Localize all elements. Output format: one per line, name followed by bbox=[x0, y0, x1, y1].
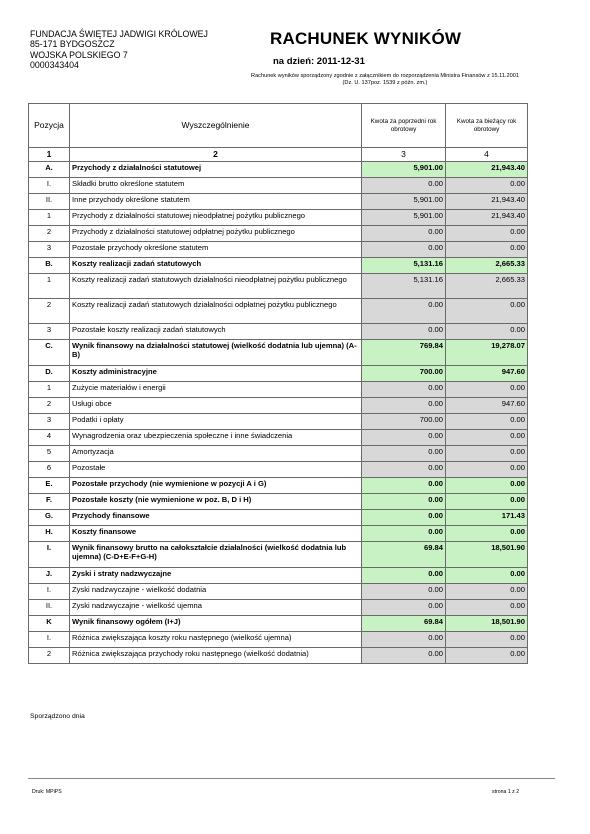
row-description: Amortyzacja bbox=[70, 446, 362, 462]
row-position: E. bbox=[29, 478, 70, 494]
row-previous-amount: 0.00 bbox=[362, 462, 446, 478]
row-previous-amount: 5,901.00 bbox=[362, 162, 446, 178]
table-row bbox=[29, 616, 528, 632]
row-current-amount: 18,501.90 bbox=[446, 542, 528, 568]
header-position: Pozycja bbox=[29, 104, 70, 148]
org-address-line-2: WOJSKA POLSKIEGO 7 bbox=[30, 49, 128, 60]
row-previous-amount: 0.00 bbox=[362, 398, 446, 414]
column-number: 3 bbox=[362, 148, 446, 162]
org-name: FUNDACJA ŚWIĘTEJ JADWIGI KRÓLOWEJ bbox=[30, 29, 208, 39]
row-position: 2 bbox=[29, 226, 70, 242]
row-description: Pozostałe bbox=[70, 462, 362, 478]
row-position: B. bbox=[29, 258, 70, 274]
row-description: Zyski nadzwyczajne - wielkość dodatnia bbox=[70, 584, 362, 600]
row-current-amount: 0.00 bbox=[446, 494, 528, 510]
row-current-amount: 0.00 bbox=[446, 242, 528, 258]
row-position: C. bbox=[29, 340, 70, 366]
row-current-amount: 0.00 bbox=[446, 462, 528, 478]
row-position: II. bbox=[29, 194, 70, 210]
row-description: Przychody z działalności statutowej bbox=[70, 162, 362, 178]
header-description: Wyszczególnienie bbox=[70, 104, 362, 148]
row-previous-amount: 0.00 bbox=[362, 526, 446, 542]
row-position: 5 bbox=[29, 446, 70, 462]
row-description: Różnica zwiększająca koszty roku następnego (wielkość ujemna) bbox=[70, 632, 362, 648]
row-description: Wynagrodzenia oraz ubezpieczenia społeczne i inne świadczenia bbox=[70, 430, 362, 446]
row-current-amount: 0.00 bbox=[446, 478, 528, 494]
row-current-amount: 0.00 bbox=[446, 430, 528, 446]
row-previous-amount: 5,131.16 bbox=[362, 274, 446, 299]
row-position: 4 bbox=[29, 430, 70, 446]
table-row bbox=[29, 398, 528, 414]
row-position: H. bbox=[29, 526, 70, 542]
row-description: Zyski nadzwyczajne - wielkość ujemna bbox=[70, 600, 362, 616]
row-position: D. bbox=[29, 366, 70, 382]
table-row bbox=[29, 324, 528, 340]
row-current-amount: 0.00 bbox=[446, 414, 528, 430]
row-description: Różnica zwiększająca przychody roku następnego (wielkość dodatnia) bbox=[70, 648, 362, 664]
row-current-amount: 0.00 bbox=[446, 648, 528, 664]
organization-block bbox=[30, 29, 208, 71]
row-current-amount: 21,943.40 bbox=[446, 194, 528, 210]
table-row bbox=[29, 274, 528, 299]
row-position: 3 bbox=[29, 324, 70, 340]
row-description: Przychody z działalności statutowej nieodpłatnej pożytku publicznego bbox=[70, 210, 362, 226]
row-description: Koszty realizacji zadań statutowych działalności odpłatnej pożytku publicznego bbox=[70, 299, 362, 324]
row-current-amount: 0.00 bbox=[446, 568, 528, 584]
row-position: 2 bbox=[29, 299, 70, 324]
table-row bbox=[29, 242, 528, 258]
row-previous-amount: 0.00 bbox=[362, 430, 446, 446]
row-description: Koszty finansowe bbox=[70, 526, 362, 542]
row-position: F. bbox=[29, 494, 70, 510]
row-description: Pozostałe przychody (nie wymienione w pozycji A i G) bbox=[70, 478, 362, 494]
row-description: Wynik finansowy ogółem (I+J) bbox=[70, 616, 362, 632]
row-previous-amount: 0.00 bbox=[362, 568, 446, 584]
table-row bbox=[29, 430, 528, 446]
table-row bbox=[29, 226, 528, 242]
column-number: 4 bbox=[446, 148, 528, 162]
report-date: na dzień: 2011-12-31 bbox=[273, 56, 365, 67]
row-description: Pozostałe koszty (nie wymienione w poz. B, D i H) bbox=[70, 494, 362, 510]
table-row bbox=[29, 178, 528, 194]
table-row bbox=[29, 210, 528, 226]
org-address-line-1: 85-171 BYDGOSZCZ bbox=[30, 39, 115, 50]
row-position: I. bbox=[29, 542, 70, 568]
row-position: 2 bbox=[29, 648, 70, 664]
table-row bbox=[29, 366, 528, 382]
table-row bbox=[29, 478, 528, 494]
table-row bbox=[29, 414, 528, 430]
table-row bbox=[29, 258, 528, 274]
row-previous-amount: 5,901.00 bbox=[362, 194, 446, 210]
row-previous-amount: 0.00 bbox=[362, 178, 446, 194]
table-row bbox=[29, 510, 528, 526]
row-position: 3 bbox=[29, 414, 70, 430]
row-position: G. bbox=[29, 510, 70, 526]
row-previous-amount: 0.00 bbox=[362, 324, 446, 340]
row-current-amount: 0.00 bbox=[446, 324, 528, 340]
header-previous-year: Kwota za poprzedni rok obrotowy bbox=[362, 104, 446, 148]
table-row bbox=[29, 462, 528, 478]
row-description: Koszty realizacji zadań statutowych bbox=[70, 258, 362, 274]
table-row bbox=[29, 600, 528, 616]
row-current-amount: 0.00 bbox=[446, 226, 528, 242]
table-row bbox=[29, 340, 528, 366]
row-current-amount: 0.00 bbox=[446, 632, 528, 648]
table-row bbox=[29, 162, 528, 178]
row-position: II. bbox=[29, 600, 70, 616]
table-row bbox=[29, 494, 528, 510]
row-previous-amount: 700.00 bbox=[362, 366, 446, 382]
row-current-amount: 2,665.33 bbox=[446, 274, 528, 299]
table-row bbox=[29, 542, 528, 568]
row-description: Podatki i opłaty bbox=[70, 414, 362, 430]
row-previous-amount: 0.00 bbox=[362, 648, 446, 664]
row-current-amount: 21,943.40 bbox=[446, 210, 528, 226]
row-position: 6 bbox=[29, 462, 70, 478]
row-current-amount: 0.00 bbox=[446, 299, 528, 324]
row-current-amount: 0.00 bbox=[446, 526, 528, 542]
row-previous-amount: 69.84 bbox=[362, 616, 446, 632]
row-description: Koszty administracyjne bbox=[70, 366, 362, 382]
row-description: Pozostałe koszty realizacji zadań statutowych bbox=[70, 324, 362, 340]
footer-page-number: strona 1 z 2 bbox=[492, 789, 520, 795]
row-position: 1 bbox=[29, 382, 70, 398]
row-current-amount: 0.00 bbox=[446, 446, 528, 462]
row-description: Przychody z działalności statutowej odpłatnej pożytku publicznego bbox=[70, 226, 362, 242]
row-previous-amount: 5,131.16 bbox=[362, 258, 446, 274]
row-current-amount: 0.00 bbox=[446, 382, 528, 398]
footer-divider bbox=[28, 778, 555, 779]
row-previous-amount: 0.00 bbox=[362, 242, 446, 258]
table-row bbox=[29, 194, 528, 210]
row-current-amount: 0.00 bbox=[446, 584, 528, 600]
row-previous-amount: 0.00 bbox=[362, 494, 446, 510]
row-current-amount: 2,665.33 bbox=[446, 258, 528, 274]
row-previous-amount: 69.84 bbox=[362, 542, 446, 568]
row-position: 1 bbox=[29, 274, 70, 299]
column-number-row bbox=[29, 148, 528, 162]
row-current-amount: 0.00 bbox=[446, 178, 528, 194]
row-description: Pozostałe przychody określone statutem bbox=[70, 242, 362, 258]
row-current-amount: 947.60 bbox=[446, 366, 528, 382]
table-row bbox=[29, 526, 528, 542]
row-position: I. bbox=[29, 178, 70, 194]
row-description: Usługi obce bbox=[70, 398, 362, 414]
row-current-amount: 171.43 bbox=[446, 510, 528, 526]
row-position: J. bbox=[29, 568, 70, 584]
header-current-year: Kwota za bieżący rok obrotowy bbox=[446, 104, 528, 148]
table-row bbox=[29, 382, 528, 398]
table-row bbox=[29, 584, 528, 600]
row-description: Koszty realizacji zadań statutowych działalności nieodpłatnej pożytku publicznego bbox=[70, 274, 362, 299]
row-position: I. bbox=[29, 584, 70, 600]
row-previous-amount: 0.00 bbox=[362, 584, 446, 600]
row-description: Składki brutto określone statutem bbox=[70, 178, 362, 194]
table-header-row bbox=[29, 104, 528, 148]
row-position: I. bbox=[29, 632, 70, 648]
row-description: Wynik finansowy brutto na całokształcie działalności (wielkość dodatnia lub ujemna) (C-D+E-F+G-H) bbox=[70, 542, 362, 568]
row-previous-amount: 0.00 bbox=[362, 632, 446, 648]
row-previous-amount: 0.00 bbox=[362, 226, 446, 242]
row-previous-amount: 0.00 bbox=[362, 478, 446, 494]
row-description: Inne przychody określone statutem bbox=[70, 194, 362, 210]
footer-print-source: Druk: MPiPS bbox=[32, 789, 62, 795]
row-description: Zużycie materiałów i energii bbox=[70, 382, 362, 398]
row-previous-amount: 0.00 bbox=[362, 510, 446, 526]
table-row bbox=[29, 568, 528, 584]
legal-note: Rachunek wyników sporządzony zgodnie z załącznikiem do rozporządzenia Ministra Finansów z 15.11.2001 (Dz. U. 137poz. 1539 z późn. zm.) bbox=[251, 73, 519, 87]
row-position: 3 bbox=[29, 242, 70, 258]
row-previous-amount: 0.00 bbox=[362, 446, 446, 462]
row-description: Wynik finansowy na działalności statutowej (wielkość dodatnia lub ujemna) (A-B) bbox=[70, 340, 362, 366]
row-previous-amount: 0.00 bbox=[362, 382, 446, 398]
org-id: 0000343404 bbox=[30, 60, 79, 71]
column-number: 2 bbox=[70, 148, 362, 162]
row-previous-amount: 5,901.00 bbox=[362, 210, 446, 226]
row-previous-amount: 769.84 bbox=[362, 340, 446, 366]
table-body bbox=[29, 162, 528, 664]
table-row bbox=[29, 648, 528, 664]
row-current-amount: 18,501.90 bbox=[446, 616, 528, 632]
row-previous-amount: 700.00 bbox=[362, 414, 446, 430]
page-title: RACHUNEK WYNIKÓW bbox=[270, 29, 462, 48]
row-position: A. bbox=[29, 162, 70, 178]
table-row bbox=[29, 632, 528, 648]
row-previous-amount: 0.00 bbox=[362, 600, 446, 616]
row-description: Przychody finansowe bbox=[70, 510, 362, 526]
row-previous-amount: 0.00 bbox=[362, 299, 446, 324]
row-current-amount: 947.60 bbox=[446, 398, 528, 414]
row-description: Zyski i straty nadzwyczajne bbox=[70, 568, 362, 584]
row-position: K bbox=[29, 616, 70, 632]
income-statement-table bbox=[28, 103, 528, 664]
column-number: 1 bbox=[29, 148, 70, 162]
row-position: 2 bbox=[29, 398, 70, 414]
row-position: 1 bbox=[29, 210, 70, 226]
prepared-on-label: Sporządzono dnia bbox=[30, 713, 85, 720]
row-current-amount: 19,278.07 bbox=[446, 340, 528, 366]
row-current-amount: 21,943.40 bbox=[446, 162, 528, 178]
table-row bbox=[29, 446, 528, 462]
row-current-amount: 0.00 bbox=[446, 600, 528, 616]
table-row bbox=[29, 299, 528, 324]
